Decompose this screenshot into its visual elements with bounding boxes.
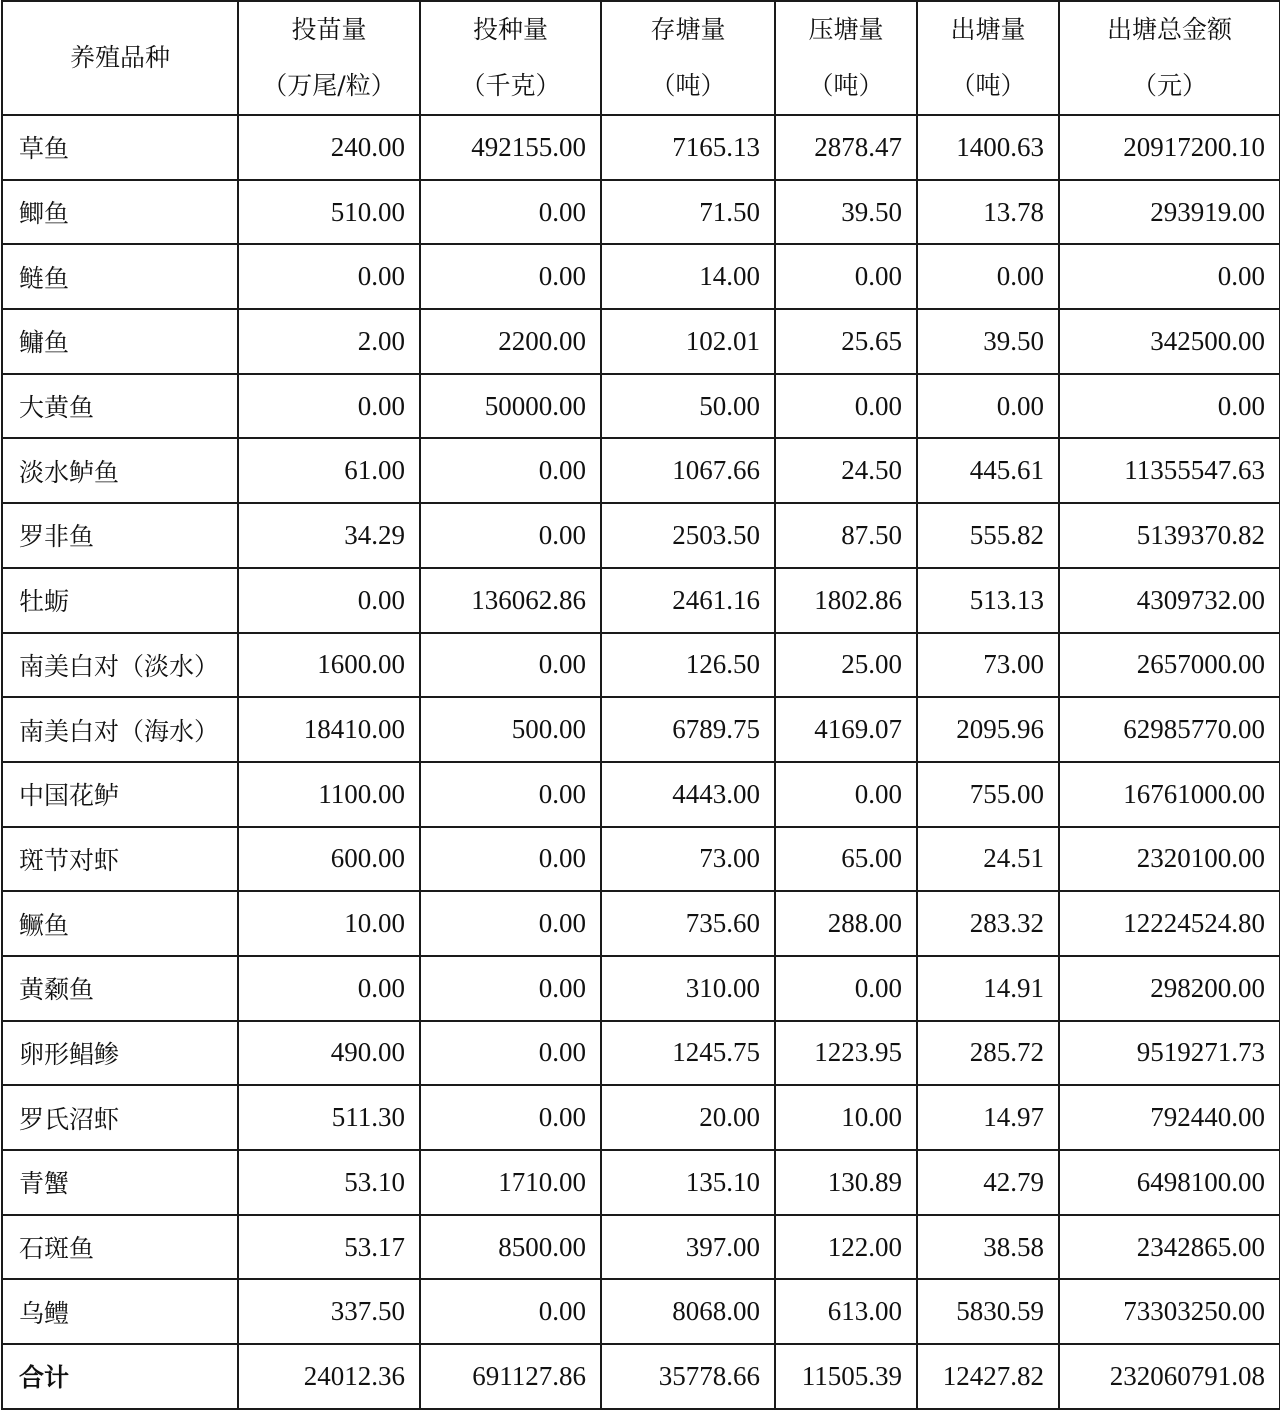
cell-pond-inventory: 6789.75 xyxy=(601,697,775,762)
cell-pond-inventory: 7165.13 xyxy=(601,115,775,180)
cell-fry-stocking: 0.00 xyxy=(238,956,420,1021)
cell-seed-stocking: 0.00 xyxy=(420,1021,601,1086)
cell-pond-inventory: 4443.00 xyxy=(601,762,775,827)
cell-seed-stocking: 500.00 xyxy=(420,697,601,762)
cell-pond-inventory: 397.00 xyxy=(601,1215,775,1280)
cell-carryover: 613.00 xyxy=(775,1279,917,1344)
cell-harvest-value: 293919.00 xyxy=(1059,180,1280,245)
cell-pond-inventory: 73.00 xyxy=(601,827,775,892)
total-row xyxy=(2,1344,1280,1409)
cell-harvest-value: 2342865.00 xyxy=(1059,1215,1280,1280)
cell-harvest-value: 232060791.08 xyxy=(1059,1344,1280,1409)
cell-fry-stocking: 24012.36 xyxy=(238,1344,420,1409)
header-carryover: 压塘量 （吨） xyxy=(775,1,917,115)
cell-seed-stocking: 0.00 xyxy=(420,633,601,698)
cell-harvest-value: 6498100.00 xyxy=(1059,1150,1280,1215)
cell-harvest-value: 5139370.82 xyxy=(1059,503,1280,568)
cell-pond-inventory: 735.60 xyxy=(601,891,775,956)
cell-carryover: 2878.47 xyxy=(775,115,917,180)
cell-seed-stocking: 0.00 xyxy=(420,180,601,245)
cell-seed-stocking: 0.00 xyxy=(420,956,601,1021)
table-row xyxy=(2,1215,1280,1280)
cell-harvest: 0.00 xyxy=(917,374,1059,439)
cell-pond-inventory: 2461.16 xyxy=(601,568,775,633)
cell-harvest-value: 342500.00 xyxy=(1059,309,1280,374)
cell-harvest: 14.91 xyxy=(917,956,1059,1021)
cell-fry-stocking: 1100.00 xyxy=(238,762,420,827)
cell-species: 乌鳢 xyxy=(2,1279,238,1344)
cell-fry-stocking: 2.00 xyxy=(238,309,420,374)
cell-fry-stocking: 0.00 xyxy=(238,374,420,439)
cell-seed-stocking: 492155.00 xyxy=(420,115,601,180)
cell-species: 罗非鱼 xyxy=(2,503,238,568)
cell-harvest: 5830.59 xyxy=(917,1279,1059,1344)
table-row xyxy=(2,244,1280,309)
header-harvest: 出塘量 （吨） xyxy=(917,1,1059,115)
cell-fry-stocking: 510.00 xyxy=(238,180,420,245)
cell-seed-stocking: 50000.00 xyxy=(420,374,601,439)
cell-fry-stocking: 490.00 xyxy=(238,1021,420,1086)
cell-carryover: 87.50 xyxy=(775,503,917,568)
cell-pond-inventory: 1245.75 xyxy=(601,1021,775,1086)
table-row xyxy=(2,374,1280,439)
cell-carryover: 24.50 xyxy=(775,438,917,503)
cell-seed-stocking: 0.00 xyxy=(420,438,601,503)
table-row xyxy=(2,891,1280,956)
cell-carryover: 65.00 xyxy=(775,827,917,892)
cell-harvest-value: 73303250.00 xyxy=(1059,1279,1280,1344)
table-row xyxy=(2,1085,1280,1150)
cell-harvest-value: 9519271.73 xyxy=(1059,1021,1280,1086)
cell-carryover: 39.50 xyxy=(775,180,917,245)
cell-harvest: 283.32 xyxy=(917,891,1059,956)
cell-species: 青蟹 xyxy=(2,1150,238,1215)
header-fry-stocking: 投苗量 （万尾/粒） xyxy=(238,1,420,115)
cell-fry-stocking: 240.00 xyxy=(238,115,420,180)
cell-pond-inventory: 1067.66 xyxy=(601,438,775,503)
cell-pond-inventory: 126.50 xyxy=(601,633,775,698)
header-harvest-value: 出塘总金额 （元） xyxy=(1059,1,1280,115)
cell-pond-inventory: 35778.66 xyxy=(601,1344,775,1409)
cell-harvest-value: 0.00 xyxy=(1059,374,1280,439)
cell-seed-stocking: 0.00 xyxy=(420,827,601,892)
cell-pond-inventory: 20.00 xyxy=(601,1085,775,1150)
header-row xyxy=(2,1,1280,115)
cell-fry-stocking: 61.00 xyxy=(238,438,420,503)
cell-fry-stocking: 34.29 xyxy=(238,503,420,568)
cell-species: 草鱼 xyxy=(2,115,238,180)
cell-harvest: 445.61 xyxy=(917,438,1059,503)
table-row xyxy=(2,633,1280,698)
cell-harvest: 555.82 xyxy=(917,503,1059,568)
cell-carryover: 25.00 xyxy=(775,633,917,698)
cell-pond-inventory: 135.10 xyxy=(601,1150,775,1215)
cell-carryover: 288.00 xyxy=(775,891,917,956)
cell-pond-inventory: 71.50 xyxy=(601,180,775,245)
cell-carryover: 0.00 xyxy=(775,374,917,439)
cell-harvest-value: 2320100.00 xyxy=(1059,827,1280,892)
cell-harvest: 13.78 xyxy=(917,180,1059,245)
cell-species: 罗氏沼虾 xyxy=(2,1085,238,1150)
cell-harvest: 38.58 xyxy=(917,1215,1059,1280)
cell-carryover: 25.65 xyxy=(775,309,917,374)
cell-harvest: 12427.82 xyxy=(917,1344,1059,1409)
cell-species: 斑节对虾 xyxy=(2,827,238,892)
table-row xyxy=(2,1279,1280,1344)
cell-seed-stocking: 1710.00 xyxy=(420,1150,601,1215)
header-species: 养殖品种 xyxy=(2,1,238,115)
cell-carryover: 11505.39 xyxy=(775,1344,917,1409)
cell-harvest: 2095.96 xyxy=(917,697,1059,762)
cell-species: 黄颡鱼 xyxy=(2,956,238,1021)
table-row xyxy=(2,762,1280,827)
cell-species: 牡蛎 xyxy=(2,568,238,633)
cell-carryover: 0.00 xyxy=(775,244,917,309)
cell-seed-stocking: 0.00 xyxy=(420,1085,601,1150)
cell-harvest: 285.72 xyxy=(917,1021,1059,1086)
cell-harvest: 14.97 xyxy=(917,1085,1059,1150)
cell-carryover: 4169.07 xyxy=(775,697,917,762)
cell-seed-stocking: 0.00 xyxy=(420,762,601,827)
cell-pond-inventory: 14.00 xyxy=(601,244,775,309)
cell-fry-stocking: 53.10 xyxy=(238,1150,420,1215)
cell-seed-stocking: 0.00 xyxy=(420,891,601,956)
cell-fry-stocking: 1600.00 xyxy=(238,633,420,698)
cell-fry-stocking: 337.50 xyxy=(238,1279,420,1344)
table-row xyxy=(2,438,1280,503)
cell-fry-stocking: 18410.00 xyxy=(238,697,420,762)
cell-species: 鲢鱼 xyxy=(2,244,238,309)
table-row xyxy=(2,827,1280,892)
cell-seed-stocking: 136062.86 xyxy=(420,568,601,633)
cell-seed-stocking: 8500.00 xyxy=(420,1215,601,1280)
cell-species: 鳙鱼 xyxy=(2,309,238,374)
cell-harvest: 755.00 xyxy=(917,762,1059,827)
cell-fry-stocking: 53.17 xyxy=(238,1215,420,1280)
cell-harvest-value: 20917200.10 xyxy=(1059,115,1280,180)
aquaculture-table xyxy=(1,0,1280,1410)
cell-pond-inventory: 2503.50 xyxy=(601,503,775,568)
cell-harvest-value: 62985770.00 xyxy=(1059,697,1280,762)
table-row xyxy=(2,568,1280,633)
cell-harvest: 513.13 xyxy=(917,568,1059,633)
cell-carryover: 1802.86 xyxy=(775,568,917,633)
header-pond-inventory: 存塘量 （吨） xyxy=(601,1,775,115)
cell-carryover: 122.00 xyxy=(775,1215,917,1280)
cell-species: 南美白对（淡水） xyxy=(2,633,238,698)
cell-species: 淡水鲈鱼 xyxy=(2,438,238,503)
cell-species: 南美白对（海水） xyxy=(2,697,238,762)
cell-fry-stocking: 600.00 xyxy=(238,827,420,892)
cell-pond-inventory: 310.00 xyxy=(601,956,775,1021)
table-row xyxy=(2,115,1280,180)
cell-harvest: 24.51 xyxy=(917,827,1059,892)
cell-carryover: 0.00 xyxy=(775,956,917,1021)
cell-harvest-value: 12224524.80 xyxy=(1059,891,1280,956)
cell-harvest-value: 0.00 xyxy=(1059,244,1280,309)
table-row xyxy=(2,180,1280,245)
cell-harvest: 0.00 xyxy=(917,244,1059,309)
cell-species: 合计 xyxy=(2,1344,238,1409)
cell-fry-stocking: 10.00 xyxy=(238,891,420,956)
cell-harvest-value: 11355547.63 xyxy=(1059,438,1280,503)
cell-harvest: 1400.63 xyxy=(917,115,1059,180)
cell-pond-inventory: 102.01 xyxy=(601,309,775,374)
cell-carryover: 130.89 xyxy=(775,1150,917,1215)
table-body xyxy=(2,115,1280,1409)
cell-fry-stocking: 0.00 xyxy=(238,244,420,309)
cell-fry-stocking: 0.00 xyxy=(238,568,420,633)
header-seed-stocking: 投种量 （千克） xyxy=(420,1,601,115)
cell-species: 中国花鲈 xyxy=(2,762,238,827)
table-row xyxy=(2,697,1280,762)
cell-seed-stocking: 691127.86 xyxy=(420,1344,601,1409)
cell-seed-stocking: 0.00 xyxy=(420,1279,601,1344)
cell-seed-stocking: 2200.00 xyxy=(420,309,601,374)
cell-harvest-value: 4309732.00 xyxy=(1059,568,1280,633)
cell-species: 石斑鱼 xyxy=(2,1215,238,1280)
cell-pond-inventory: 50.00 xyxy=(601,374,775,439)
cell-fry-stocking: 511.30 xyxy=(238,1085,420,1150)
cell-harvest-value: 792440.00 xyxy=(1059,1085,1280,1150)
cell-pond-inventory: 8068.00 xyxy=(601,1279,775,1344)
cell-harvest: 42.79 xyxy=(917,1150,1059,1215)
cell-species: 大黄鱼 xyxy=(2,374,238,439)
table-row xyxy=(2,1021,1280,1086)
cell-carryover: 0.00 xyxy=(775,762,917,827)
cell-carryover: 1223.95 xyxy=(775,1021,917,1086)
cell-harvest-value: 298200.00 xyxy=(1059,956,1280,1021)
cell-harvest-value: 2657000.00 xyxy=(1059,633,1280,698)
table-row xyxy=(2,309,1280,374)
cell-seed-stocking: 0.00 xyxy=(420,503,601,568)
table-row xyxy=(2,956,1280,1021)
cell-species: 鳜鱼 xyxy=(2,891,238,956)
table-row xyxy=(2,1150,1280,1215)
cell-harvest: 39.50 xyxy=(917,309,1059,374)
cell-species: 鲫鱼 xyxy=(2,180,238,245)
cell-carryover: 10.00 xyxy=(775,1085,917,1150)
cell-species: 卵形鲳鲹 xyxy=(2,1021,238,1086)
cell-harvest-value: 16761000.00 xyxy=(1059,762,1280,827)
cell-seed-stocking: 0.00 xyxy=(420,244,601,309)
table-row xyxy=(2,503,1280,568)
cell-harvest: 73.00 xyxy=(917,633,1059,698)
